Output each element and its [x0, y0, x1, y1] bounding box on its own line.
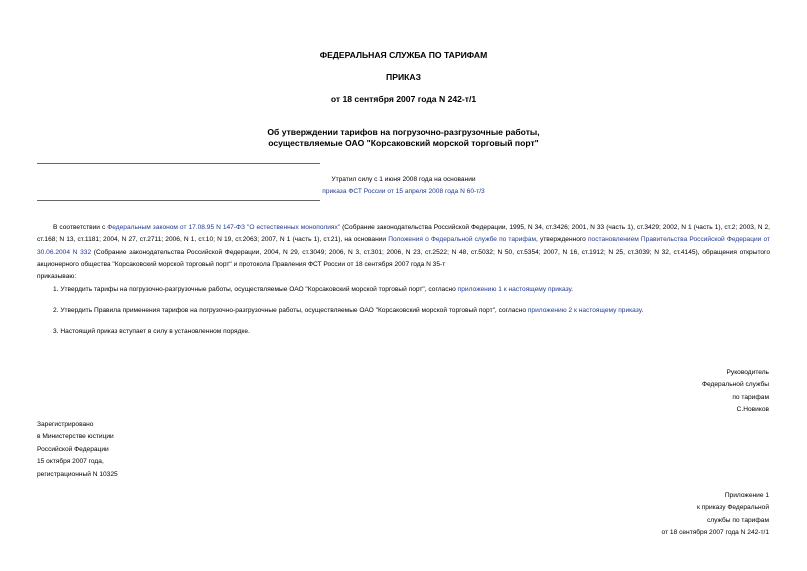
document-type: ПРИКАЗ — [386, 72, 421, 82]
separator-top — [37, 163, 320, 164]
registration-line: в Министерстве юстиции — [37, 433, 114, 441]
document-title — [0, 127, 807, 149]
document-date: от 18 сентября 2007 года N 242-т/1 — [330, 94, 477, 104]
preamble-text-1: В соответствии с — [53, 224, 108, 231]
preamble-link-regulation[interactable]: Положения о Федеральной службе по тарифам — [388, 236, 537, 244]
signature-line: по тарифам — [732, 393, 769, 401]
preamble-text-4: (Собрание законодательства Российской Федерации, 2004, N 29, ст.3049; 2006, N 3, ст.301; 2006, N 23, ст.2522; N 48, ст.5032; N 50, ст.5354; 2007, N 16, ст.1912; N 25, ст.3039; N 32, ст.4145), обращения открытого акционерного общества "Корсаковский морской торговый порт" и протокола Правления ФСТ России от 18 сентября 2007 года N 35-т — [37, 248, 770, 269]
order-word: приказываю: — [37, 273, 77, 280]
item-1-link[interactable]: приложению 1 к настоящему приказу — [457, 286, 572, 293]
item-1-text: 1. Утвердить тарифы на погрузочно-разгрузочные работы, осуществляемые ОАО "Корсаковский морской торговый порт", согласно — [53, 286, 458, 293]
appendix-line: к приказу Федеральной — [697, 504, 769, 512]
status-notice — [0, 174, 807, 199]
preamble-link-federal-law[interactable]: Федеральным законом от 17.08.95 N 147-ФЗ "О естественных монополиях" — [107, 224, 341, 231]
preamble-text-3: , утвержденного — [536, 236, 588, 244]
appendix-line: от 18 сентября 2007 года N 242-т/1 — [661, 529, 769, 537]
registration-line: регистрационный N 10325 — [37, 470, 118, 478]
signature-line: Федеральной службы — [701, 381, 769, 389]
title-line-2: осуществляемые ОАО "Корсаковский морской торговый порт" — [268, 138, 539, 148]
status-text: Утратил силу с 1 июня 2008 года на основании — [331, 176, 476, 183]
registration-line: Зарегистрировано — [37, 421, 94, 428]
separator-bottom — [37, 200, 320, 201]
preamble-paragraph — [37, 222, 770, 272]
registration-line: Российской Федерации — [37, 445, 109, 453]
title-line-1: Об утверждении тарифов на погрузочно-разгрузочные работы, — [267, 127, 540, 137]
item-2-end: . — [641, 307, 644, 314]
item-2-link[interactable]: приложению 2 к настоящему приказу — [527, 307, 642, 314]
registration-line: 15 октября 2007 года, — [37, 458, 104, 466]
signature-block — [702, 367, 769, 417]
list-item — [53, 284, 773, 296]
item-1-end: . — [571, 286, 574, 293]
registration-block — [37, 419, 118, 481]
status-link[interactable]: приказа ФСТ России от 15 апреля 2008 года N 60-т/3 — [322, 188, 485, 196]
appendix-line: службы по тарифам — [706, 516, 769, 524]
signature-line: С.Новиков — [736, 406, 769, 414]
item-2-text: 2. Утвердить Правила применения тарифов на погрузочно-разгрузочные работы, осуществляемые ОАО "Корсаковский морской торговый порт", согласно — [53, 307, 528, 314]
list-item — [53, 326, 773, 338]
list-item — [53, 305, 773, 317]
preamble-text-2: (Собрание законодательства Российской Федерации, 1995, N 34, ст.3426; 2001, N 33 (часть 1), ст.3429; 2002, N 1 (часть 1), ст.2; 2003, N 2, ст.168; N 13, ст.1181; 2004, N 27, ст.2711; 2006, N 1, ст.10; N 19, ст.2063; 2007, N 1 (часть 1), ст.21), на основании — [37, 224, 770, 244]
appendix-block — [662, 490, 769, 540]
appendix-line: Приложение 1 — [724, 492, 769, 499]
preamble-link-resolution[interactable]: постановлением Правительства Российской Федерации от 30.06.2004 N 332 — [37, 236, 770, 256]
signature-line: Руководитель — [726, 369, 769, 376]
item-3-text: 3. Настоящий приказ вступает в силу в установленном порядке. — [53, 328, 250, 335]
agency-name: ФЕДЕРАЛЬНАЯ СЛУЖБА ПО ТАРИФАМ — [319, 50, 488, 60]
